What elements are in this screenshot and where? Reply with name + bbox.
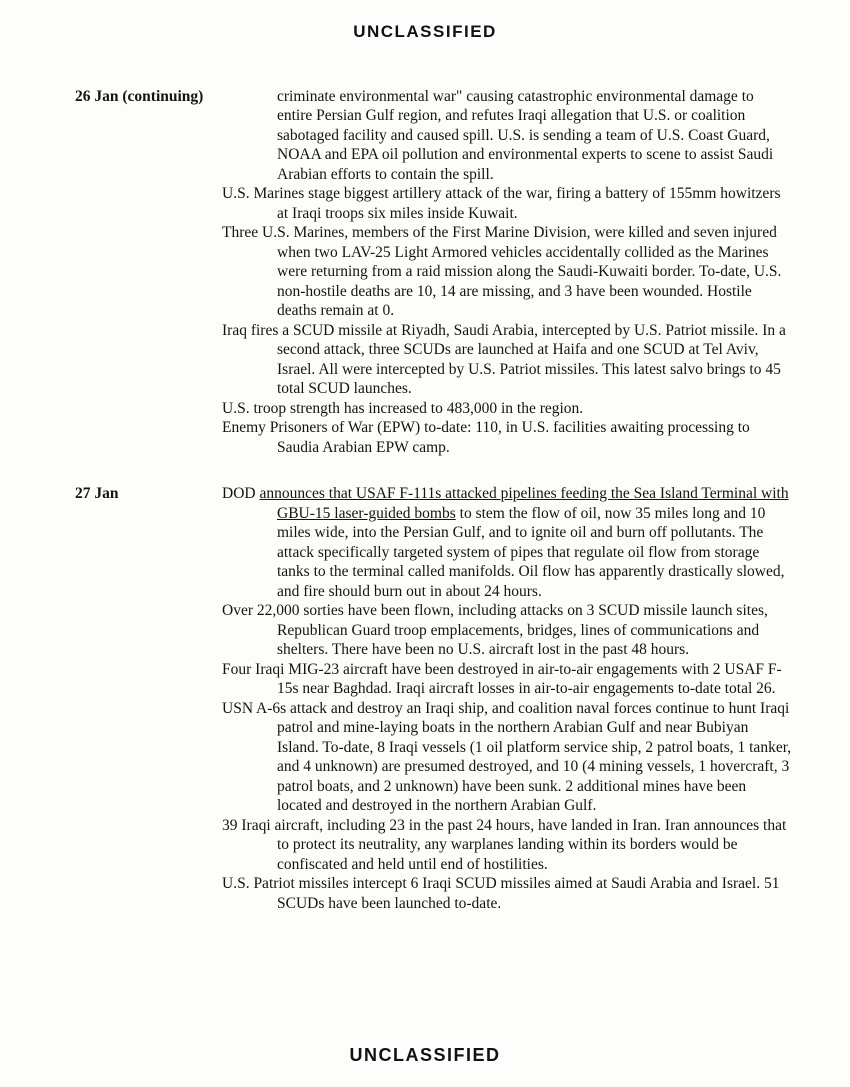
entry-text: U.S. Marines stage biggest artillery attack of the war, firing a battery of 155mm howitzers at Iraqi troops six miles inside Kuwait. [222,185,781,222]
entry-text: to stem the flow of oil, now 35 miles long and 10 miles wide, into the Persian Gulf, and to ignite oil and burn off pollutants. The attack specifically targeted system of pipes that regulate oil flow from storage tanks to the terminal called manifolds. Oil flow has apparently drastically slowed, and fire should burn out in about 24 hours. [277,504,785,600]
log-entry [222,601,792,660]
entry-date-label: 26 Jan (continuing) [75,87,204,105]
log-entry [222,418,792,457]
log-entry [222,874,792,913]
underlined-text: announces that USAF F-111s attacked pipelines feeding the Sea Island Terminal with GBU-15 laser-guided bombs [259,485,789,522]
log-entry [222,87,792,185]
log-entry [222,816,792,875]
log-entry [222,184,792,223]
classification-header [0,0,850,42]
entry-text: 39 Iraqi aircraft, including 23 in the past 24 hours, have landed in Iran. Iran announces that to protect its neutrality, any warplanes landing within its borders would be confiscated and held until end of hostilities. [222,816,787,873]
entry-list [222,87,792,458]
log-entry [222,484,792,601]
classification-footer [0,1046,850,1087]
chronology-body [0,87,850,941]
log-entry [222,699,792,816]
entry-text: criminate environmental war" causing catastrophic environmental damage to entire Persian Gulf region, and refutes Iraqi allegation that U.S. or coalition sabotaged facility and caused spill. U.S. is sending a team of U.S. Coast Guard, NOAA and EPA oil pollution and environmental experts to scene to assist Saudi Arabian efforts to contain the spill. [277,87,774,183]
classification-label-bottom: UNCLASSIFIED [349,1044,501,1065]
entry-text: Four Iraqi MIG-23 aircraft have been destroyed in air-to-air engagements with 2 USAF F-15s near Baghdad. Iraqi aircraft losses in air-to-air engagements to-date total 26. [222,660,782,697]
entry-list [222,484,792,913]
entry-date-label: 27 Jan [75,485,119,502]
log-entry [222,321,792,399]
classification-label-top: UNCLASSIFIED [353,22,497,41]
entry-text: U.S. troop strength has increased to 483,000 in the region. [222,399,584,417]
date-section [75,484,792,913]
entry-text: DOD [222,485,260,502]
entry-text: Over 22,000 sorties have been flown, including attacks on 3 SCUD missile launch sites, Republican Guard troop emplacements, bridges, lines of communications and shelters. There have been no U.S. aircraft lost in the past 48 hours. [222,602,768,658]
entry-text: USN A-6s attack and destroy an Iraqi ship, and coalition naval forces continue to hunt Iraqi patrol and mine-laying boats in the northern Arabian Gulf and near Bubiyan Island. To-date, 8 Iraqi vessels (1 oil platform service ship, 2 patrol boats, 1 tanker, and 4 unknown) are presumed destroyed, and 10 (4 mining vessels, 1 hovercraft, 3 patrol boats, and 2 unknown) have been sunk. 2 additional mines have been located and destroyed in the northern Arabian Gulf. [222,699,792,814]
entry-text: Enemy Prisoners of War (EPW) to-date: 110, in U.S. facilities awaiting processing to Saudia Arabian EPW camp. [222,419,750,456]
entry-text: U.S. Patriot missiles intercept 6 Iraqi SCUD missiles aimed at Saudi Arabia and Israel. 51 SCUDs have been launched to-date. [222,875,780,912]
log-entry [222,660,792,699]
log-entry [222,399,792,419]
entry-text: Three U.S. Marines, members of the First Marine Division, were killed and seven injured when two LAV-25 Light Armored vehicles accidentally collided as the Marines were returning from a raid mission along the Saudi-Kuwaiti border. To-date, U.S. non-hostile deaths are 10, 14 are missing, and 3 have been wounded. Hostile deaths remain at 0. [222,224,782,319]
entry-text: Iraq fires a SCUD missile at Riyadh, Saudi Arabia, intercepted by U.S. Patriot missile. In a second attack, three SCUDs are launched at Haifa and one SCUD at Tel Aviv, Israel. All were intercepted by U.S. Patriot missiles. This latest salvo brings to 45 total SCUD launches. [222,321,786,397]
log-entry [222,223,792,321]
date-section [75,87,792,458]
